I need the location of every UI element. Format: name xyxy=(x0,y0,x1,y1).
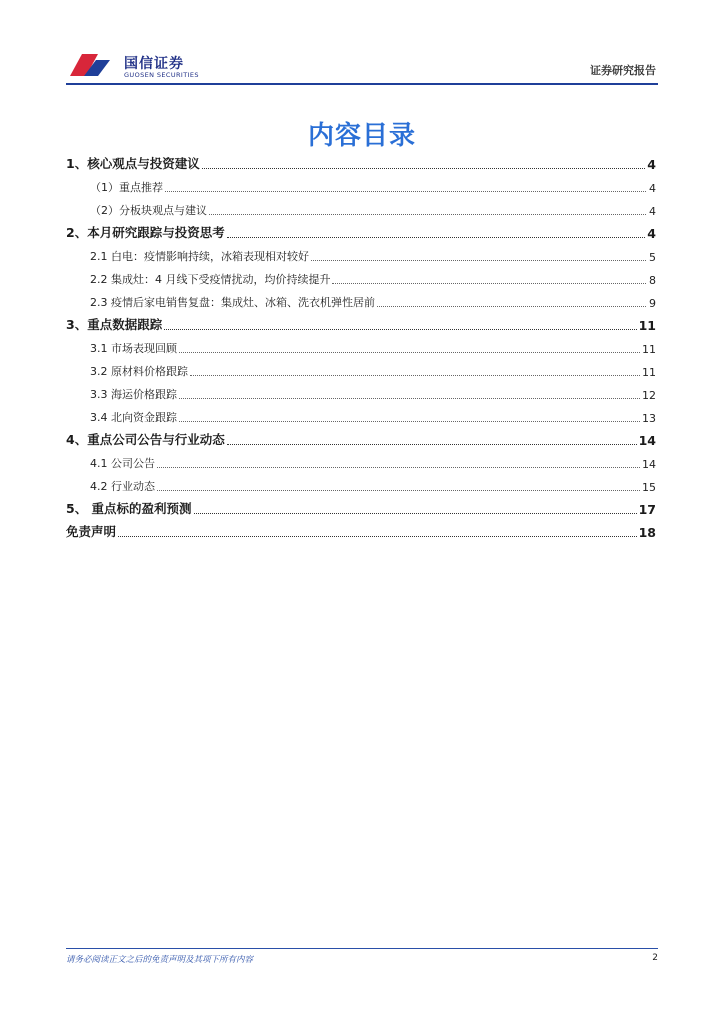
toc-subsection-entry[interactable] xyxy=(66,267,656,290)
dot-leader xyxy=(332,283,646,284)
dot-leader xyxy=(209,214,646,215)
page-number: 2 xyxy=(652,953,658,963)
toc-section-entry[interactable] xyxy=(66,313,656,336)
toc-entry-page: 4 xyxy=(649,182,656,195)
toc-entry-label: 3.3 海运价格跟踪 xyxy=(90,388,177,401)
toc-entry-page: 14 xyxy=(642,458,656,471)
toc-entry-page: 17 xyxy=(638,502,656,517)
dot-leader xyxy=(165,191,646,192)
toc-entry-label: 2.1 白电：疫情影响持续，冰箱表现相对较好 xyxy=(90,250,309,263)
toc-entry-page: 9 xyxy=(649,297,656,310)
toc-entry-page: 18 xyxy=(638,525,656,540)
toc-entry-label: 3、重点数据跟踪 xyxy=(66,317,163,332)
toc-subsection-entry[interactable] xyxy=(66,175,656,198)
dot-leader xyxy=(179,421,640,422)
toc-entry-page: 4 xyxy=(647,226,656,241)
toc-subsection-entry[interactable] xyxy=(66,474,656,497)
toc-entry-label: 3.2 原材料价格跟踪 xyxy=(90,365,188,378)
toc-entry-page: 8 xyxy=(649,274,656,287)
toc-entry-label: 2.3 疫情后家电销售复盘：集成灶、冰箱、洗衣机弹性居前 xyxy=(90,296,375,309)
dot-leader xyxy=(202,168,646,169)
toc-entry-page: 5 xyxy=(649,251,656,264)
toc-entry-label: （1）重点推荐 xyxy=(90,181,163,194)
toc-entry-label: 2、本月研究跟踪与投资思考 xyxy=(66,225,225,240)
toc-entry-label: 1、核心观点与投资建议 xyxy=(66,156,200,171)
toc-subsection-entry[interactable] xyxy=(66,359,656,382)
toc-section-entry[interactable] xyxy=(66,221,656,244)
toc-entry-page: 11 xyxy=(642,366,656,379)
toc-entry-label: （2）分板块观点与建议 xyxy=(90,204,207,217)
dot-leader xyxy=(311,260,646,261)
dot-leader xyxy=(164,329,636,330)
toc-entry-label: 5、 重点标的盈利预测 xyxy=(66,501,192,516)
toc-subsection-entry[interactable] xyxy=(66,405,656,428)
brand-name-cn: 国信证券 xyxy=(124,56,184,72)
toc-entry-label: 3.1 市场表现回顾 xyxy=(90,342,177,355)
dot-leader xyxy=(179,398,640,399)
toc-subsection-entry[interactable] xyxy=(66,336,656,359)
dot-leader xyxy=(194,513,637,514)
toc-entry-label: 4.2 行业动态 xyxy=(90,480,155,493)
brand-name-en: GUOSEN SECURITIES xyxy=(124,71,199,79)
dot-leader xyxy=(190,375,640,376)
toc-subsection-entry[interactable] xyxy=(66,198,656,221)
toc-section-entry[interactable] xyxy=(66,428,656,451)
toc-section-entry[interactable] xyxy=(66,497,656,520)
toc-entry-page: 11 xyxy=(642,343,656,356)
toc-entry-label: 3.4 北向资金跟踪 xyxy=(90,411,177,424)
table-of-contents xyxy=(66,152,656,543)
toc-section-entry[interactable] xyxy=(66,152,656,175)
toc-entry-label: 4.1 公司公告 xyxy=(90,457,155,470)
dot-leader xyxy=(227,444,637,445)
toc-subsection-entry[interactable] xyxy=(66,451,656,474)
disclaimer-note: 请务必阅读正文之后的免责声明及其项下所有内容 xyxy=(66,955,254,965)
footer-divider xyxy=(66,948,658,949)
toc-entry-page: 11 xyxy=(638,318,656,333)
dot-leader xyxy=(377,306,646,307)
dot-leader xyxy=(157,490,640,491)
toc-title: 内容目录 xyxy=(307,121,416,151)
dot-leader xyxy=(118,536,637,537)
dot-leader xyxy=(227,237,646,238)
toc-entry-page: 12 xyxy=(642,389,656,402)
toc-subsection-entry[interactable] xyxy=(66,290,656,313)
toc-entry-label: 4、重点公司公告与行业动态 xyxy=(66,432,225,447)
toc-entry-label: 2.2 集成灶：4 月线下受疫情扰动，均价持续提升 xyxy=(90,273,331,286)
toc-entry-page: 4 xyxy=(649,205,656,218)
toc-entry-page: 15 xyxy=(642,481,656,494)
page-header xyxy=(68,48,658,84)
toc-entry-label: 免责声明 xyxy=(66,524,117,539)
toc-subsection-entry[interactable] xyxy=(66,244,656,267)
toc-section-entry[interactable] xyxy=(66,520,656,543)
header-divider xyxy=(66,83,658,85)
toc-entry-page: 4 xyxy=(647,157,656,172)
toc-entry-page: 13 xyxy=(642,412,656,425)
dot-leader xyxy=(157,467,640,468)
dot-leader xyxy=(179,352,640,353)
guosen-logo-icon xyxy=(68,50,112,80)
report-type-label: 证券研究报告 xyxy=(590,64,656,77)
toc-entry-page: 14 xyxy=(638,433,656,448)
toc-subsection-entry[interactable] xyxy=(66,382,656,405)
